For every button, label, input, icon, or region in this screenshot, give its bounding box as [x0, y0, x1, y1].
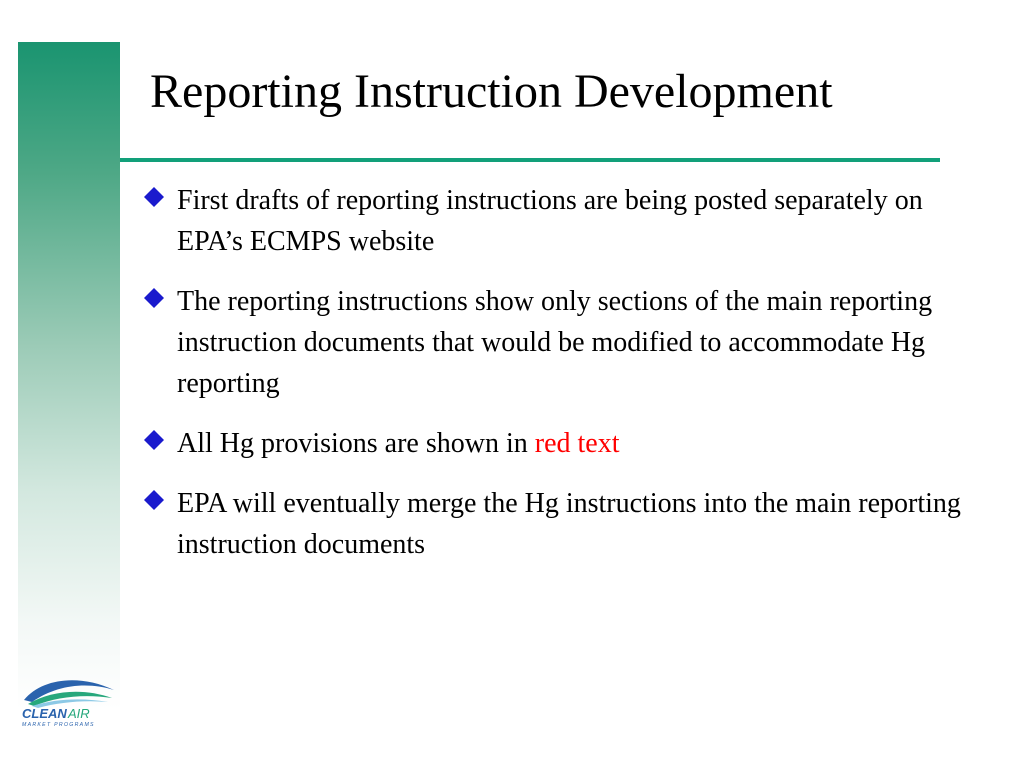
slide-title: Reporting Instruction Development — [150, 65, 833, 118]
bullet-text: The reporting instructions show only sections of the main reporting instruction documents that would be modified to accommodate Hg reporting — [177, 286, 933, 399]
logo-wordmark-clean: CLEAN — [22, 706, 67, 721]
bullet-text: All Hg provisions are shown in — [177, 428, 535, 459]
title-divider — [120, 158, 940, 162]
bullet-item — [144, 423, 994, 464]
bullet-text: EPA will eventually merge the Hg instructions into the main reporting instruction documents — [177, 488, 961, 560]
bullet-item — [144, 180, 994, 262]
bullet-item — [144, 281, 994, 404]
diamond-bullet-icon — [144, 187, 164, 207]
red-text-highlight: red text — [534, 428, 620, 459]
diamond-bullet-icon — [144, 288, 164, 308]
logo-swoosh-blue — [24, 680, 114, 702]
clean-air-markets-logo — [18, 672, 118, 728]
diamond-bullet-icon — [144, 430, 164, 450]
bullet-text: First drafts of reporting instructions are being posted separately on EPA’s ECMPS website — [177, 185, 923, 257]
logo-tagline: MARKET PROGRAMS — [22, 722, 95, 728]
logo-wordmark-air: AIR — [68, 706, 90, 721]
bullet-item — [144, 483, 994, 565]
side-gradient-band — [18, 42, 120, 768]
bullet-list — [144, 180, 994, 584]
diamond-bullet-icon — [144, 490, 164, 510]
